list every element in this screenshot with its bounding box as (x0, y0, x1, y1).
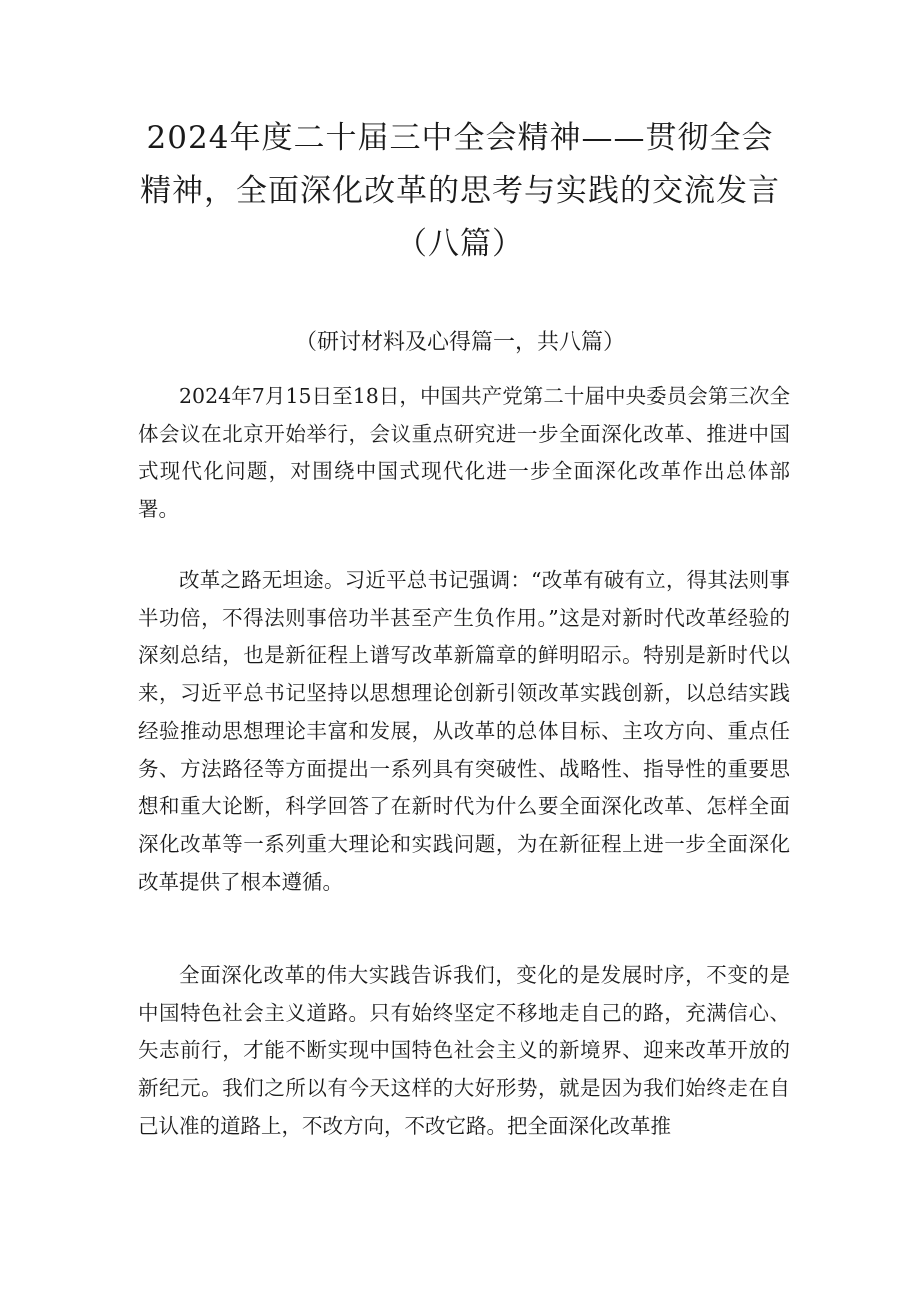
paragraph-2: 改革之路无坦途。习近平总书记强调：“改革有破有立，得其法则事半功倍，不得法则事倍功半甚至产生负作用。”这是对新时代改革经验的深刻总结，也是新征程上谱写改革新篇章的鲜明昭示。特别是新时代以来，习近平总书记坚持以思想理论创新引领改革实践创新，以总结实践经验推动思想理论丰富和发展，从改革的总体目标、主攻方向、重点任务、方法路径等方面提出一系列具有突破性、战略性、指导性的重要思想和重大论断，科学回答了在新时代为什么要全面深化改革、怎样全面深化改革等一系列重大理论和实践问题，为在新征程上进一步全面深化改革提供了根本遵循。 (138, 568, 790, 894)
paragraph-1: 2024年7月15日至18日，中国共产党第二十届中央委员会第三次全体会议在北京开始举行，会议重点研究进一步全面深化改革、推进中国式现代化问题，对围绕中国式现代化进一步全面深化改革作出总体部署。 (138, 384, 790, 522)
document-subtitle: （研讨材料及心得篇一，共八篇） (294, 330, 625, 355)
document-title: 2024年度二十届三中全会精神——贯彻全会精神，全面深化改革的思考与实践的交流发言（八篇） (140, 120, 780, 262)
paragraph-3: 全面深化改革的伟大实践告诉我们，变化的是发展时序，不变的是中国特色社会主义道路。只有始终坚定不移地走自己的路，充满信心、矢志前行，才能不断实现中国特色社会主义的新境界、迎来改革开放的新纪元。我们之所以有今天这样的大好形势，就是因为我们始终走在自己认准的道路上，不改方向，不改它路。把全面深化改革推 (138, 963, 790, 1138)
